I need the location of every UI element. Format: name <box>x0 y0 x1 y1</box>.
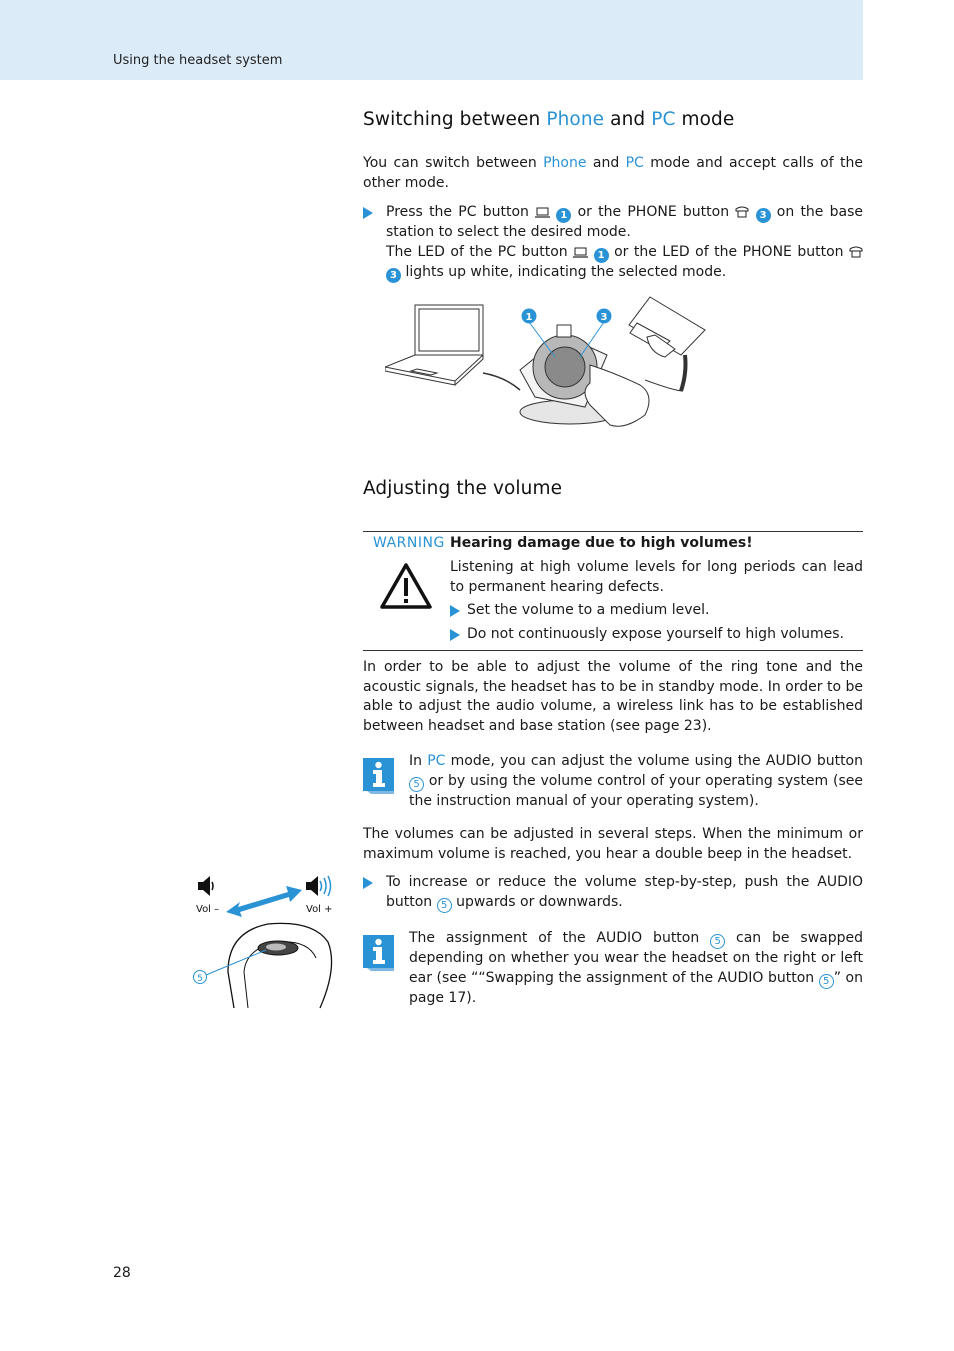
warning-step-1: Set the volume to a medium level. <box>450 601 863 621</box>
step-arrow-icon <box>450 605 460 617</box>
desk-phone-drawing <box>629 297 705 357</box>
laptop-drawing <box>385 305 483 385</box>
info-icon <box>363 935 394 971</box>
volume-para-1: In order to be able to adjust the volume of the ring tone and the acoustic signals, the headset has to be in standby mode. In order to be able to adjust the audio volume, a wireless link has to be established between headset and base station (see page 23). <box>363 659 863 734</box>
warning-triangle-icon <box>380 562 432 610</box>
step-arrow-icon <box>363 207 373 219</box>
callout-3: 3 <box>756 208 771 223</box>
header-band <box>0 0 863 80</box>
headset-volume-illustration <box>188 872 348 1010</box>
callout-5: 5 <box>819 974 834 989</box>
switch-intro: You can switch between Phone and PC mode and accept calls of the other mode. <box>363 155 863 191</box>
callout-5: 5 <box>437 898 452 913</box>
step-arrow-icon <box>363 877 373 889</box>
switch-step: Press the PC button 1 or the PHONE button 3 on the base station to select the desired mode. The LED of the PC button 1 or the LED of the PHONE button 3 lights up white, indicating the selected mode. <box>363 203 863 283</box>
page-number: 28 <box>113 1265 131 1281</box>
illustration-callout-1: 1 <box>525 312 533 323</box>
pc-laptop-icon <box>573 247 588 258</box>
phone-button-icon <box>849 246 863 258</box>
warning-box <box>363 531 863 651</box>
speaker-high-icon <box>306 876 331 896</box>
speaker-low-icon <box>198 876 213 896</box>
callout-1: 1 <box>556 208 571 223</box>
step-arrow-icon <box>450 629 460 641</box>
callout-1: 1 <box>594 248 609 263</box>
info-icon <box>363 758 394 794</box>
double-arrow-icon <box>226 886 302 917</box>
volume-para-2: The volumes can be adjusted in several steps. When the minimum or maximum volume is reached, you hear a double beep in the headset. <box>363 826 863 862</box>
section-title-volume: Adjusting the volume <box>363 478 563 499</box>
pc-laptop-icon <box>535 207 550 218</box>
vol-minus-label: Vol – <box>196 904 220 915</box>
warning-label: WARNING <box>373 535 445 551</box>
running-header: Using the headset system <box>113 53 283 68</box>
headset-callout-5: 5 <box>197 974 203 984</box>
warning-step-2: Do not continuously expose yourself to high volumes. <box>450 625 863 645</box>
warning-heading: Hearing damage due to high volumes! <box>450 535 753 551</box>
callout-5: 5 <box>409 777 424 792</box>
section-title-switching: Switching between Phone and PC mode <box>363 109 735 130</box>
callout-5: 5 <box>710 934 725 949</box>
callout-3: 3 <box>386 268 401 283</box>
base-station-illustration <box>385 295 715 435</box>
info-note-audio-assignment: The assignment of the AUDIO button 5 can be swapped depending on whether you wear the headset on the right or left ear (see ““Swapping the assignment of the AUDIO button 5 ” on page 17). <box>409 930 863 1006</box>
info-note-pc-volume: In PC mode, you can adjust the volume using the AUDIO button 5 or by using the volume control of your operating system (see the instruction manual of your operating system). <box>409 753 863 809</box>
illustration-callout-3: 3 <box>600 312 608 323</box>
vol-plus-label: Vol + <box>306 904 333 915</box>
phone-button-icon <box>735 206 749 218</box>
warning-text: Listening at high volume levels for long periods can lead to permanent hearing defects. <box>450 559 863 595</box>
volume-step: To increase or reduce the volume step-by-step, push the AUDIO button 5 upwards or downwards. <box>363 873 863 913</box>
